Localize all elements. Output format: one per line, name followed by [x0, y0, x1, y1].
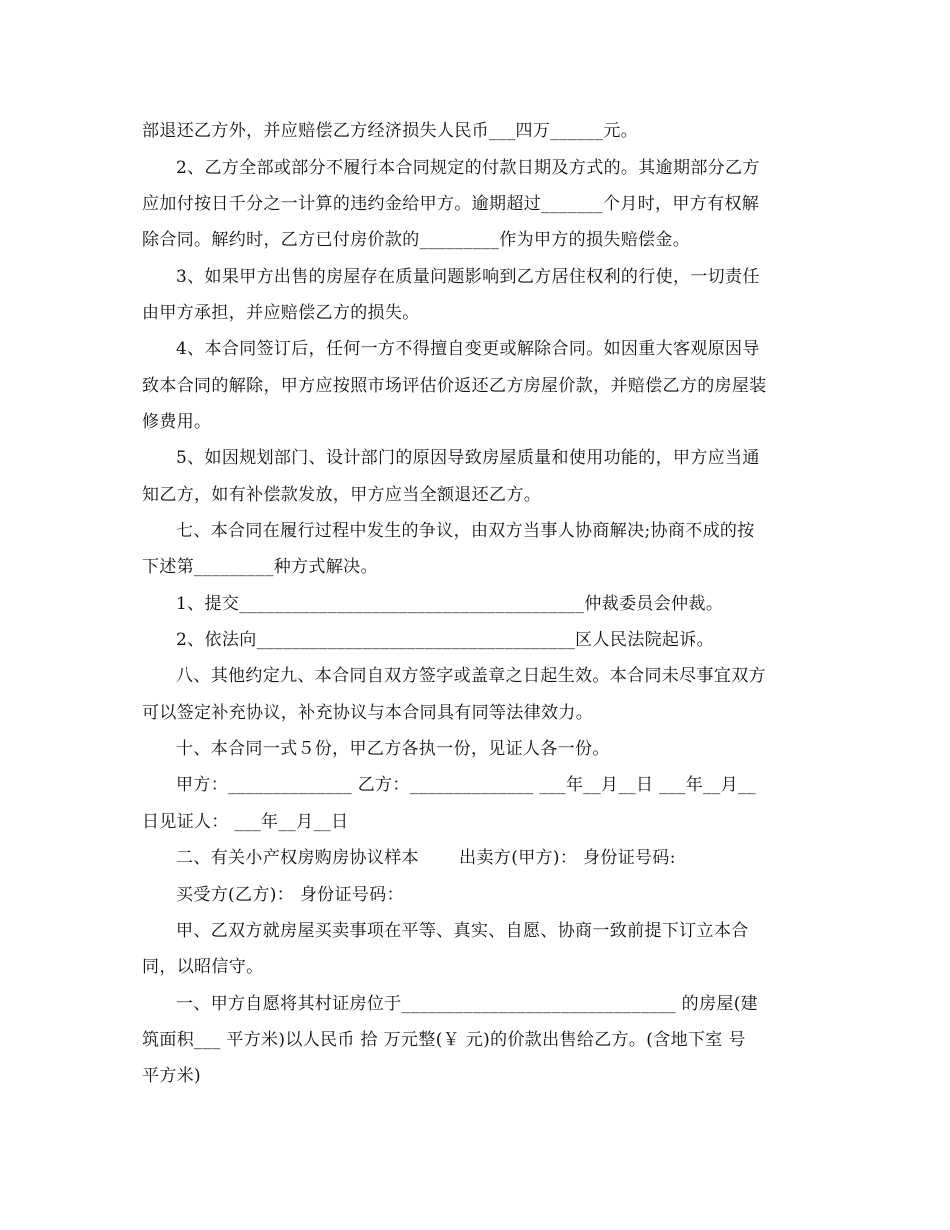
text-line-1: 部退还乙方外，并应赔偿乙方经济损失人民币___四万______元。 [142, 121, 639, 141]
clause-5-line-2: 知乙方，如有补偿款发放，甲方应当全额退还乙方。 [142, 485, 542, 505]
article-1-line-1: 一、甲方自愿将其村证房位于_______________________________ 的房屋(建 [176, 994, 759, 1014]
arbitration-option: 1、提交_______________________________________仲裁委员会仲裁。 [176, 594, 724, 614]
buyer-line: 买受方(乙方)： 身份证号码： [176, 885, 404, 905]
clause-2-line-3: 除合同。解约时，乙方已付房价款的_________作为甲方的损失赔偿金。 [142, 230, 691, 250]
agreement-intro-line-1: 甲、乙双方就房屋买卖事项在平等、真实、自愿、协商一致前提下订立本合 [176, 921, 749, 941]
article-1-line-3: 平方米) [142, 1066, 202, 1086]
clause-4-line-2: 致本合同的解除，甲方应按照市场评估价返还乙方房屋价款，并赔偿乙方的房屋装 [142, 376, 767, 396]
section-8-9-line-2: 可以签定补充协议，补充协议与本合同具有同等法律效力。 [142, 703, 594, 723]
signature-line-2: 日见证人： ___年__月__日 [142, 812, 349, 832]
clause-4-line-1: 4、本合同签订后，任何一方不得擅自变更或解除合同。如因重大客观原因导 [176, 339, 760, 359]
court-option: 2、依法向____________________________________区人民法院起诉。 [176, 630, 714, 650]
clause-3-line-1: 3、如果甲方出售的房屋存在质量问题影响到乙方居住权利的行使，一切责任 [176, 267, 760, 287]
clause-4-line-3: 修费用。 [142, 412, 212, 432]
signature-line-1: 甲方：______________ 乙方：______________ ___年__月__日 ___年__月__ [176, 775, 756, 795]
clause-3-line-2: 由甲方承担，并应赔偿乙方的损失。 [142, 303, 420, 323]
clause-2-line-1: 2、乙方全部或部分不履行本合同规定的付款日期及方式的。其逾期部分乙方 [176, 158, 760, 178]
agreement-intro-line-2: 同，以昭信守。 [142, 957, 264, 977]
article-1-line-2: 筑面积___ 平方米)以人民币 拾 万元整(￥ 元)的价款出售给乙方。(含地下室 号 [142, 1030, 746, 1050]
clause-2-line-2: 应加付按日千分之一计算的违约金给甲方。逾期超过_______个月时，甲方有权解 [142, 194, 760, 214]
section-8-9-line-1: 八、其他约定九、本合同自双方签字或盖章之日起生效。本合同未尽事宜双方 [176, 666, 766, 686]
section-7-line-2: 下述第_________种方式解决。 [142, 557, 378, 577]
section-7-line-1: 七、本合同在履行过程中发生的争议，由双方当事人协商解决;协商不成的按 [176, 521, 755, 541]
clause-5-line-1: 5、如因规划部门、设计部门的原因导致房屋质量和使用功能的，甲方应当通 [176, 448, 760, 468]
section-10-line: 十、本合同一式５份，甲乙方各执一份，见证人各一份。 [176, 739, 610, 759]
sample-agreement-heading: 二、有关小产权房购房协议样本 出卖方(甲方)： 身份证号码: [176, 848, 676, 868]
